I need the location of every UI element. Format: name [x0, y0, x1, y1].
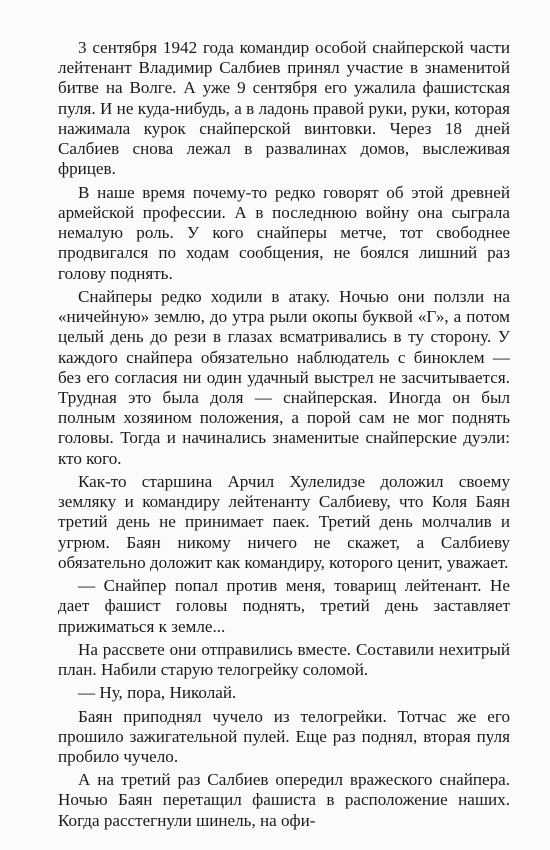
paragraph-8: Баян приподнял чучело из телогрейки. Тотчас же его прошило зажигательной пулей. Еще раз поднял, вторая пуля пробило чучело. — [58, 706, 510, 766]
paragraph-4: Как-то старшина Арчил Хулелидзе доложил своему земляку и командиру лейтенанту Салбиеву, что Коля Баян третий день не принимает паек. Третий день молчалив и угрюм. Баян никому ничего не скажет, а Салбиеву обязательно доложит как командиру, которого ценит, уважает. — [58, 471, 510, 572]
body-text — [58, 38, 510, 831]
paragraph-5: — Снайпер попал против меня, товарищ лейтенант. Не дает фашист головы поднять, третий день заставляет прижиматься к земле... — [58, 576, 510, 636]
paragraph-2: В наше время почему-то редко говорят об этой древней армейской профессии. А в последнюю войну она сыграла немалую роль. У кого снайперы метче, тот свободнее продвигался по ходам сообщения, не боялся лишний раз голову поднять. — [58, 182, 510, 283]
paragraph-1: 3 сентября 1942 года командир особой снайперской части лейтенант Владимир Салбиев принял участие в знаменитой битве на Волге. А уже 9 сентября его ужалила фашистская пуля. И не куда-нибудь, а в ладонь правой руки, руки, которая нажимала курок снайперской винтовки. Через 18 дней Салбиев снова лежал в развалинах домов, выслеживая фрицев. — [58, 38, 510, 179]
paragraph-6: На рассвете они отправились вместе. Составили нехитрый план. Набили старую телогрейку соломой. — [58, 639, 510, 680]
paragraph-3: Снайперы редко ходили в атаку. Ночью они ползли на «ничейную» землю, до утра рыли окопы буквой «Г», а потом целый день до рези в глазах всматривались в ту сторону. У каждого снайпера обязательно наблюдатель с биноклем — без его согласия ни один удачный выстрел не засчитывается. Трудная это была доля — снайперская. Иногда он был полным хозяином положения, а порой сам не мог поднять головы. Тогда и начинались знаменитые снайперские дуэли: кто кого. — [58, 286, 510, 468]
paragraph-9: А на третий раз Салбиев опередил вражеского снайпера. Ночью Баян перетащил фашиста в расположение наших. Когда расстегнули шинель, на офи- — [58, 770, 510, 830]
paragraph-7: — Ну, пора, Николай. — [78, 683, 237, 703]
